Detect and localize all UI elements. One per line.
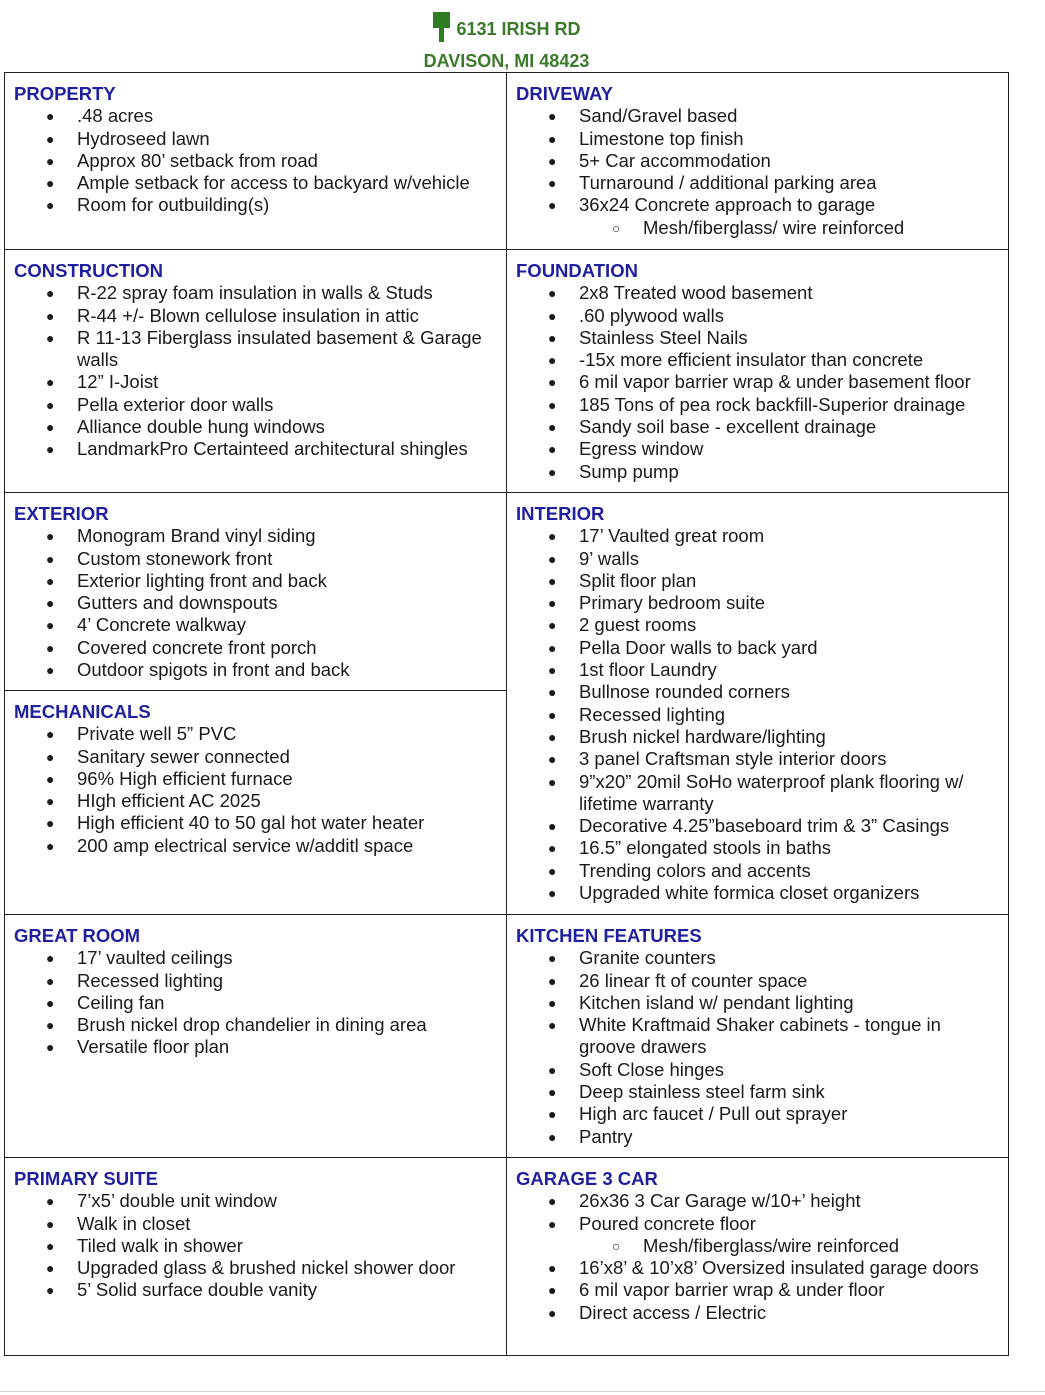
sub-list-item: ○ Mesh/fiberglass/wire reinforced: [516, 1235, 1000, 1257]
foundation-list: [516, 282, 1000, 483]
list-item: ● Recessed lighting: [516, 704, 1000, 726]
list-item: ● .48 acres: [14, 105, 498, 127]
garage-section: [507, 1158, 1009, 1356]
list-item: ● Ceiling fan: [14, 992, 498, 1014]
address-line: [432, 10, 580, 42]
list-item: ● 1st floor Laundry: [516, 659, 1000, 681]
kitchen-list: [516, 947, 1000, 1148]
list-item: ● Egress window: [516, 438, 1000, 460]
list-item: ● Limestone top finish: [516, 128, 1000, 150]
list-item: ● 6 mil vapor barrier wrap & under floor: [516, 1279, 1000, 1301]
page-header: [0, 10, 1013, 74]
green-flag-icon: [432, 10, 452, 42]
list-item: ● Sanitary sewer connected: [14, 746, 498, 768]
great-room-list: [14, 947, 498, 1058]
driveway-section: [507, 73, 1009, 250]
list-item: ● Upgraded white formica closet organizers: [516, 882, 1000, 904]
list-item: ● Brush nickel hardware/lighting: [516, 726, 1000, 748]
section-title: GARAGE 3 CAR: [516, 1168, 658, 1189]
list-item: ● HIgh efficient AC 2025: [14, 790, 498, 812]
list-item: ● Kitchen island w/ pendant lighting: [516, 992, 1000, 1014]
page-bottom-divider: [0, 1391, 1045, 1392]
list-item: ● Walk in closet: [14, 1213, 498, 1235]
list-item: ● Recessed lighting: [14, 970, 498, 992]
list-item: ● Trending colors and accents: [516, 860, 1000, 882]
list-item: ● Bullnose rounded corners: [516, 681, 1000, 703]
interior-list: [516, 525, 1000, 904]
list-item: ● Hydroseed lawn: [14, 128, 498, 150]
list-item: ● Custom stonework front: [14, 548, 498, 570]
list-item: ● Poured concrete floor: [516, 1213, 1000, 1235]
list-item: ● Soft Close hinges: [516, 1059, 1000, 1081]
list-item: ● 185 Tons of pea rock backfill-Superior drainage: [516, 394, 1000, 416]
list-item: ● Outdoor spigots in front and back: [14, 659, 498, 681]
list-item: ● 26x36 3 Car Garage w/10+’ height: [516, 1190, 1000, 1212]
list-item: ● 9’ walls: [516, 548, 1000, 570]
list-item: ● 17’ vaulted ceilings: [14, 947, 498, 969]
driveway-list: [516, 105, 1000, 239]
primary-suite-list: [14, 1190, 498, 1301]
list-item: ● 17’ Vaulted great room: [516, 525, 1000, 547]
construction-section: [5, 250, 507, 493]
property-section: [5, 73, 507, 250]
features-table: [4, 72, 1009, 1356]
list-item: ● Covered concrete front porch: [14, 637, 498, 659]
section-title: DRIVEWAY: [516, 83, 613, 104]
list-item: ● R 11-13 Fiberglass insulated basement & Garage walls: [14, 327, 498, 372]
list-item: ● 200 amp electrical service w/additl space: [14, 835, 498, 857]
list-item: ● -15x more efficient insulator than concrete: [516, 349, 1000, 371]
property-list: [14, 105, 498, 216]
list-item: ● Room for outbuilding(s): [14, 194, 498, 216]
list-item: ● 3 panel Craftsman style interior doors: [516, 748, 1000, 770]
list-item: ● 9”x20” 20mil SoHo waterproof plank flooring w/ lifetime warranty: [516, 771, 1000, 816]
list-item: ● Sandy soil base - excellent drainage: [516, 416, 1000, 438]
list-item: ● R-22 spray foam insulation in walls & Studs: [14, 282, 498, 304]
list-item: ● 4’ Concrete walkway: [14, 614, 498, 636]
list-item: ● Sand/Gravel based: [516, 105, 1000, 127]
list-item: ● Approx 80’ setback from road: [14, 150, 498, 172]
list-item: ● 2 guest rooms: [516, 614, 1000, 636]
section-title: CONSTRUCTION: [14, 260, 164, 281]
list-item: ● 12” I-Joist: [14, 371, 498, 393]
section-title: PROPERTY: [14, 83, 116, 104]
garage-list: [516, 1190, 1000, 1324]
list-item: ● 26 linear ft of counter space: [516, 970, 1000, 992]
list-item: ● LandmarkPro Certainteed architectural shingles: [14, 438, 498, 460]
list-item: ● Upgraded glass & brushed nickel shower door: [14, 1257, 498, 1279]
list-item: ● 16’x8’ & 10’x8’ Oversized insulated garage doors: [516, 1257, 1000, 1279]
list-item: ● 16.5” elongated stools in baths: [516, 837, 1000, 859]
list-item: ● Primary bedroom suite: [516, 592, 1000, 614]
mechanicals-section: [5, 691, 507, 915]
list-item: ● Tiled walk in shower: [14, 1235, 498, 1257]
list-item: ● Direct access / Electric: [516, 1302, 1000, 1324]
list-item: ● 7’x5’ double unit window: [14, 1190, 498, 1212]
list-item: ● 96% High efficient furnace: [14, 768, 498, 790]
list-item: ● Turnaround / additional parking area: [516, 172, 1000, 194]
list-item: ● Sump pump: [516, 461, 1000, 483]
list-item: ● Monogram Brand vinyl siding: [14, 525, 498, 547]
exterior-list: [14, 525, 498, 681]
section-title: MECHANICALS: [14, 701, 151, 722]
list-item: ● Exterior lighting front and back: [14, 570, 498, 592]
section-title: KITCHEN FEATURES: [516, 925, 702, 946]
section-title: FOUNDATION: [516, 260, 638, 281]
foundation-section: [507, 250, 1009, 493]
address-text: 6131 IRISH RD: [456, 19, 581, 39]
city-line: DAVISON, MI 48423: [423, 51, 590, 71]
sub-list-item: ○ Mesh/fiberglass/ wire reinforced: [516, 217, 1000, 239]
list-item: ● White Kraftmaid Shaker cabinets - tongue in groove drawers: [516, 1014, 1000, 1059]
construction-list: [14, 282, 498, 460]
interior-section: [507, 493, 1009, 915]
list-item: ● High arc faucet / Pull out sprayer: [516, 1103, 1000, 1125]
great-room-section: [5, 915, 507, 1158]
list-item: ● Gutters and downspouts: [14, 592, 498, 614]
list-item: ● Ample setback for access to backyard w/vehicle: [14, 172, 498, 194]
list-item: ● Versatile floor plan: [14, 1036, 498, 1058]
list-item: ● 5+ Car accommodation: [516, 150, 1000, 172]
list-item: ● .60 plywood walls: [516, 305, 1000, 327]
list-item: ● Stainless Steel Nails: [516, 327, 1000, 349]
exterior-section: [5, 493, 507, 691]
list-item: ● Pantry: [516, 1126, 1000, 1148]
list-item: ● Split floor plan: [516, 570, 1000, 592]
list-item: ● 2x8 Treated wood basement: [516, 282, 1000, 304]
list-item: ● 36x24 Concrete approach to garage: [516, 194, 1000, 216]
mechanicals-list: [14, 723, 498, 857]
list-item: ● 6 mil vapor barrier wrap & under basement floor: [516, 371, 1000, 393]
list-item: ● R-44 +/- Blown cellulose insulation in attic: [14, 305, 498, 327]
primary-suite-section: [5, 1158, 507, 1356]
section-title: PRIMARY SUITE: [14, 1168, 158, 1189]
section-title: GREAT ROOM: [14, 925, 141, 946]
list-item: ● Deep stainless steel farm sink: [516, 1081, 1000, 1103]
list-item: ● 5’ Solid surface double vanity: [14, 1279, 498, 1301]
list-item: ● Private well 5” PVC: [14, 723, 498, 745]
list-item: ● Pella exterior door walls: [14, 394, 498, 416]
kitchen-section: [507, 915, 1009, 1158]
list-item: ● Granite counters: [516, 947, 1000, 969]
list-item: ● Pella Door walls to back yard: [516, 637, 1000, 659]
list-item: ● Alliance double hung windows: [14, 416, 498, 438]
section-title: INTERIOR: [516, 503, 605, 524]
list-item: ● Brush nickel drop chandelier in dining area: [14, 1014, 498, 1036]
section-title: EXTERIOR: [14, 503, 109, 524]
list-item: ● Decorative 4.25”baseboard trim & 3” Casings: [516, 815, 1000, 837]
list-item: ● High efficient 40 to 50 gal hot water heater: [14, 812, 498, 834]
